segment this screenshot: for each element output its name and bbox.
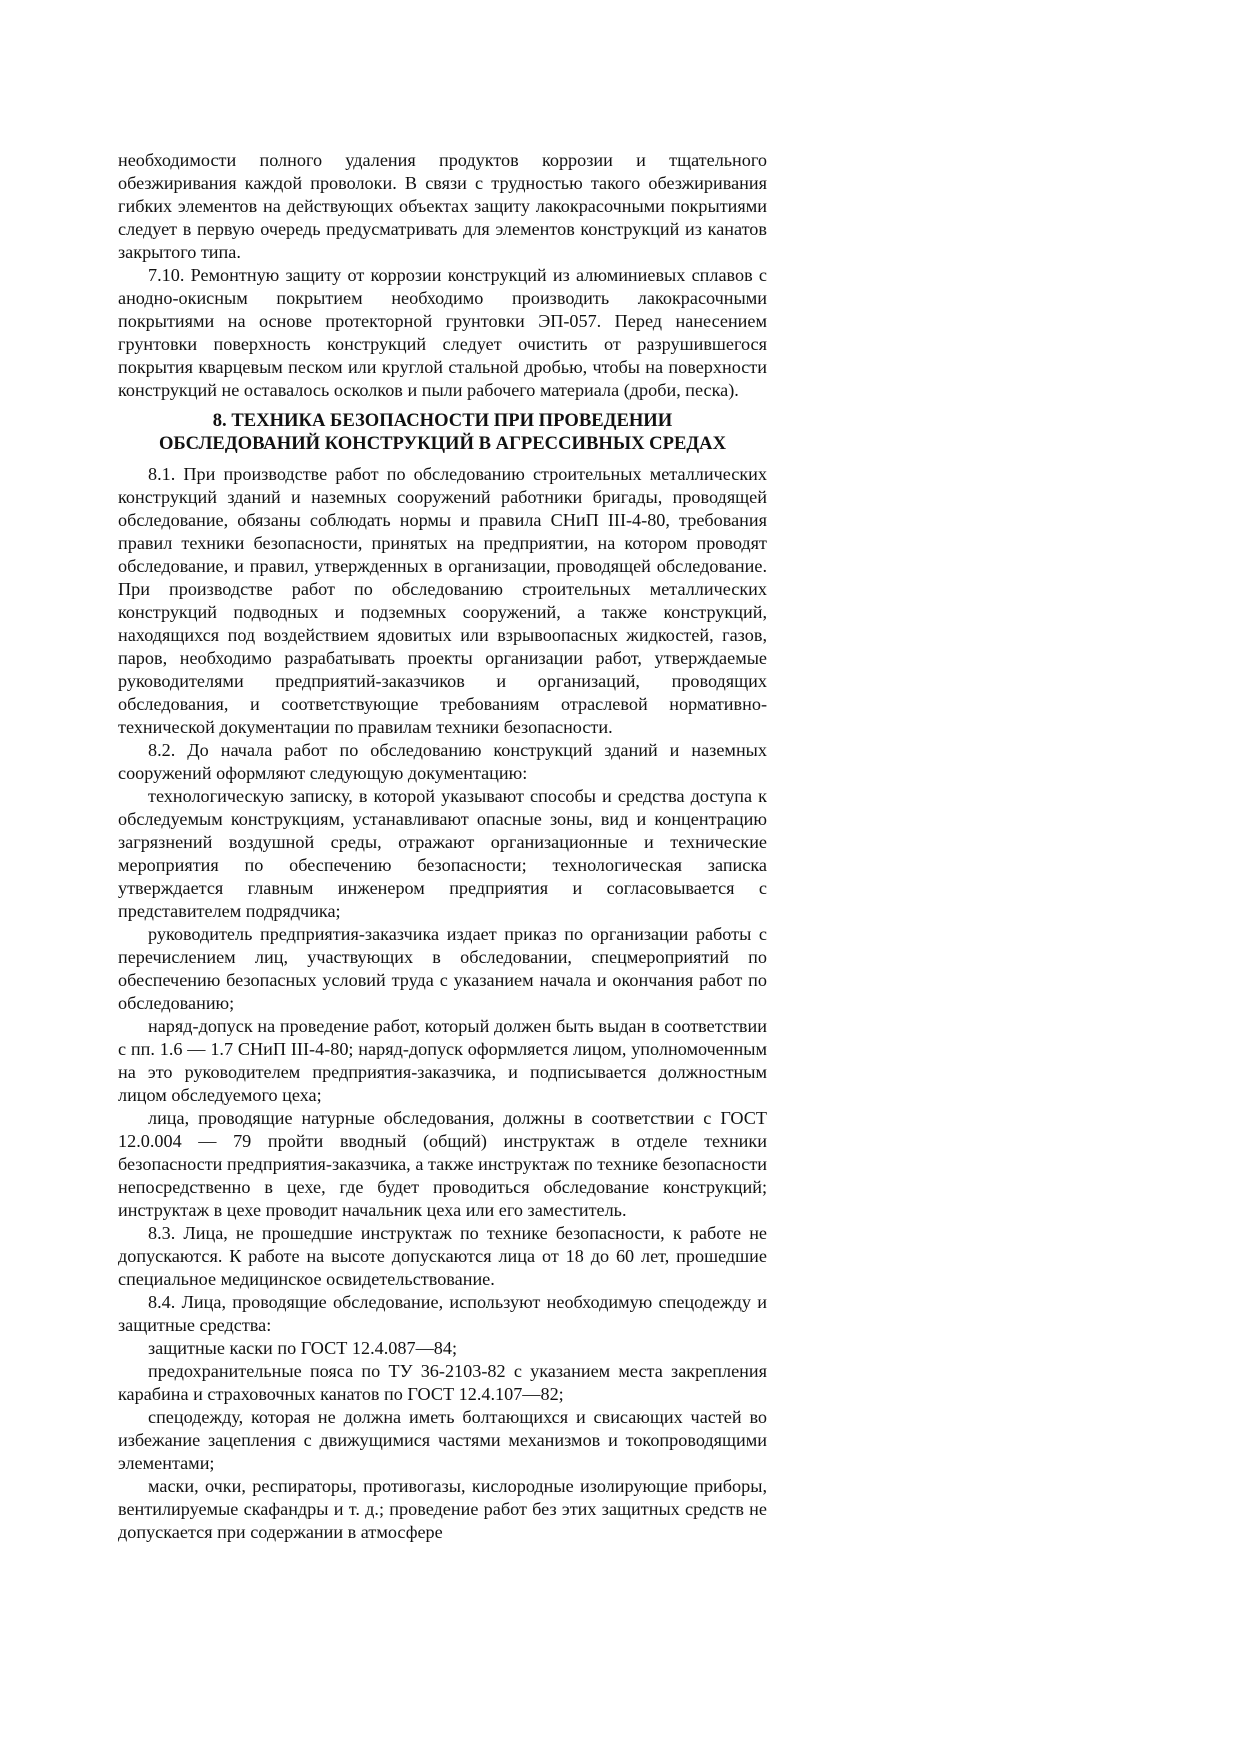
paragraph-8-4: 8.4. Лица, проводящие обследование, используют необходимую спецодежду и защитные средства: xyxy=(118,1292,767,1335)
document-page xyxy=(118,149,767,1544)
paragraph-7-10: 7.10. Ремонтную защиту от коррозии конструкций из алюминиевых сплавов с анодно-окисным покрытием необходимо производить лакокрасочными покрытиями на основе протекторной грунтовки ЭП-057. Перед нанесением грунтовки поверхность конструкций следует очистить от разрушившегося покрытия кварцевым песком или круглой стальной дробью, чтобы на поверхности конструкций не оставалось осколков и пыли рабочего материала (дроби, песка). xyxy=(118,265,767,400)
section-heading-line-1: 8. ТЕХНИКА БЕЗОПАСНОСТИ ПРИ ПРОВЕДЕНИИ xyxy=(212,410,673,431)
list-item-briefing: лица, проводящие натурные обследования, должны в соответствии с ГОСТ 12.0.004 — 79 пройти вводный (общий) инструктаж в отделе техники безопасности предприятия-заказчика, а также инструктаж по технике безопасности непосредственно в цехе, где будет проводиться обследование конструкций; инструктаж в цехе проводит начальник цеха или его заместитель. xyxy=(118,1108,767,1220)
list-item-tech-note: технологическую записку, в которой указывают способы и средства доступа к обследуемым конструкциям, устанавливают опасные зоны, вид и концентрацию загрязнений воздушной среды, отражают организационные и технические мероприятия по обеспечению безопасности; технологическая записка утверждается главным инженером предприятия и согласовывается с представителем подрядчика; xyxy=(118,786,767,921)
paragraph-8-2: 8.2. До начала работ по обследованию конструкций зданий и наземных сооружений оформляют следующую документацию: xyxy=(118,740,767,783)
section-heading xyxy=(118,409,767,455)
list-item-work-permit: наряд-допуск на проведение работ, который должен быть выдан в соответствии с пп. 1.6 — 1.7 СНиП III-4-80; наряд-допуск оформляется лицом, уполномоченным на это руководителем предприятия-заказчика, и подписывается должностным лицом обследуемого цеха; xyxy=(118,1016,767,1105)
list-item-workwear: спецодежду, которая не должна иметь болтающихся и свисающих частей во избежание зацепления с движущимися частями механизмов и токопроводящими элементами; xyxy=(118,1407,767,1473)
list-item-order: руководитель предприятия-заказчика издает приказ по организации работы с перечислением лиц, участвующих в обследовании, спецмероприятий по обеспечению безопасных условий труда с указанием начала и окончания работ по обследованию; xyxy=(118,924,767,1013)
paragraph-7-9-continuation: необходимости полного удаления продуктов коррозии и тщательного обезжиривания каждой проволоки. В связи с трудностью такого обезжиривания гибких элементов на действующих объектах защиту лакокрасочными покрытиями следует в первую очередь предусматривать для элементов конструкций из канатов закрытого типа. xyxy=(118,150,767,262)
list-item-safety-belts: предохранительные пояса по ТУ 36-2103-82 с указанием места закрепления карабина и страховочных канатов по ГОСТ 12.4.107—82; xyxy=(118,1361,767,1404)
list-item-helmets: защитные каски по ГОСТ 12.4.087—84; xyxy=(148,1338,458,1358)
paragraph-8-3: 8.3. Лица, не прошедшие инструктаж по технике безопасности, к работе не допускаются. К работе на высоте допускаются лица от 18 до 60 лет, прошедшие специальное медицинское освидетельствование. xyxy=(118,1223,767,1289)
paragraph-8-1: 8.1. При производстве работ по обследованию строительных металлических конструкций зданий и наземных сооружений работники бригады, проводящей обследование, обязаны соблюдать нормы и правила СНиП III-4-80, требования правил техники безопасности, принятых на предприятии, на котором проводят обследование, и правил, утвержденных в организации, проводящей обследование. При производстве работ по обследованию строительных металлических конструкций подводных и подземных сооружений, а также конструкций, находящихся под воздействием ядовитых или взрывоопасных жидкостей, газов, паров, необходимо разрабатывать проекты организации работ, утверждаемые руководителями предприятий-заказчиков и организаций, проводящих обследования, и соответствующие требованиям отраслевой нормативно-технической документации по правилам техники безопасности. xyxy=(118,464,767,737)
section-heading-line-2: ОБСЛЕДОВАНИЙ КОНСТРУКЦИЙ В АГРЕССИВНЫХ СРЕДАХ xyxy=(158,433,727,454)
list-item-masks: маски, очки, респираторы, противогазы, кислородные изолирующие приборы, вентилируемые скафандры и т. д.; проведение работ без этих защитных средств не допускается при содержании в атмосфере xyxy=(118,1476,767,1542)
